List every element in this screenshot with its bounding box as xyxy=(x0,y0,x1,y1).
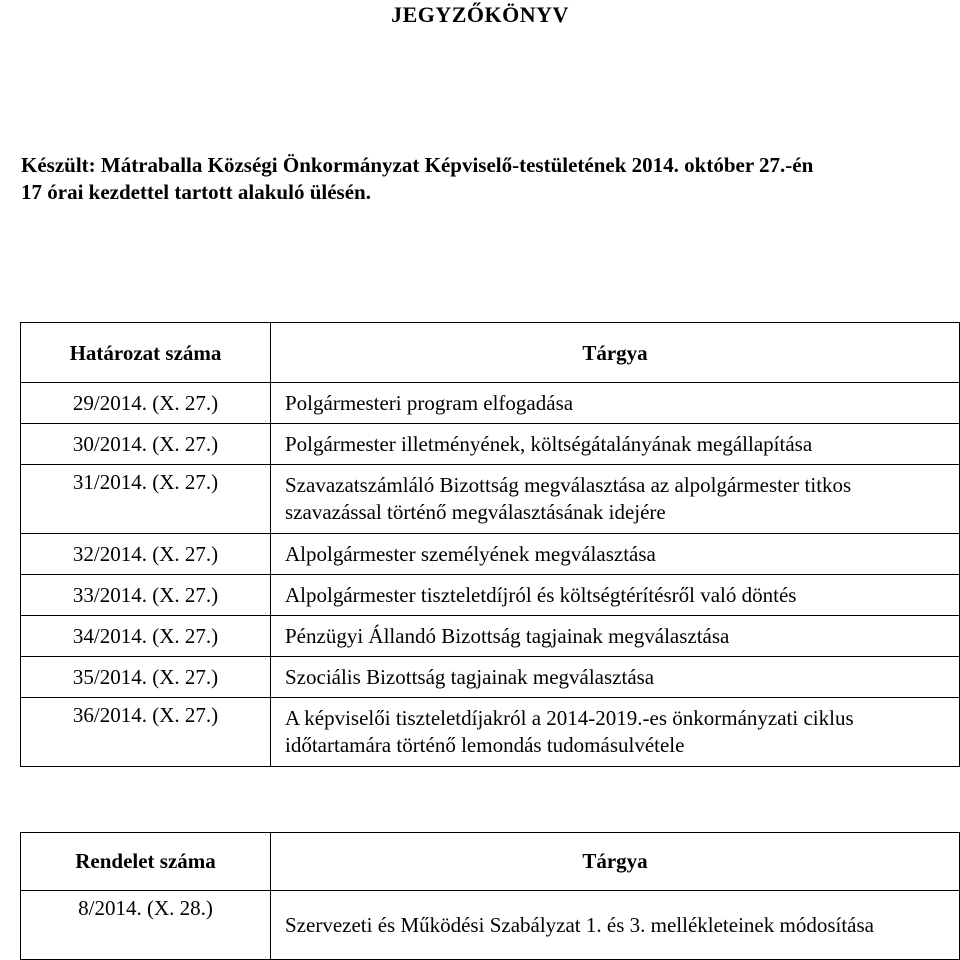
document-intro xyxy=(21,152,951,206)
document-title: JEGYZŐKÖNYV xyxy=(391,2,569,27)
table-row xyxy=(21,575,960,616)
table-row xyxy=(21,383,960,424)
table-row xyxy=(21,616,960,657)
resolution-subject: Polgármester illetményének, költségátalányának megállapítása xyxy=(271,424,960,465)
resolution-number: 34/2014. (X. 27.) xyxy=(21,616,271,657)
resolution-subject: Alpolgármester tiszteletdíjról és költségtérítésről való döntés xyxy=(271,575,960,616)
resolution-subject: Alpolgármester személyének megválasztása xyxy=(271,534,960,575)
table-row xyxy=(21,657,960,698)
resolution-number: 36/2014. (X. 27.) xyxy=(21,698,271,767)
decree-number: 8/2014. (X. 28.) xyxy=(21,891,271,960)
table-row xyxy=(21,534,960,575)
resolution-subject: Szociális Bizottság tagjainak megválasztása xyxy=(271,657,960,698)
resolutions-header-number: Határozat száma xyxy=(21,323,271,383)
table-row xyxy=(21,891,960,960)
decrees-table xyxy=(20,832,960,960)
resolutions-table xyxy=(20,322,960,767)
intro-line-1: Készült: Mátraballa Községi Önkormányzat Képviselő-testületének 2014. október 27.-én xyxy=(21,153,814,177)
resolution-subject: Pénzügyi Állandó Bizottság tagjainak megválasztása xyxy=(271,616,960,657)
resolutions-header-row xyxy=(21,323,960,383)
resolution-number: 31/2014. (X. 27.) xyxy=(21,465,271,534)
resolution-number: 35/2014. (X. 27.) xyxy=(21,657,271,698)
resolutions-header-subject: Tárgya xyxy=(271,323,960,383)
intro-line-2: 17 órai kezdettel tartott alakuló ülésén. xyxy=(21,180,371,204)
resolution-subject: A képviselői tiszteletdíjakról a 2014-2019.-es önkormányzati ciklus időtartamára történő lemondás tudomásulvétele xyxy=(271,698,960,767)
resolution-subject: Polgármesteri program elfogadása xyxy=(271,383,960,424)
decrees-header-number: Rendelet száma xyxy=(21,833,271,891)
table-row xyxy=(21,465,960,534)
resolution-subject: Szavazatszámláló Bizottság megválasztása az alpolgármester titkos szavazással történő megválasztásának idejére xyxy=(271,465,960,534)
resolution-number: 29/2014. (X. 27.) xyxy=(21,383,271,424)
resolution-number: 32/2014. (X. 27.) xyxy=(21,534,271,575)
decree-subject: Szervezeti és Működési Szabályzat 1. és 3. mellékleteinek módosítása xyxy=(271,891,960,960)
decrees-header-subject: Tárgya xyxy=(271,833,960,891)
resolution-number: 30/2014. (X. 27.) xyxy=(21,424,271,465)
table-row xyxy=(21,424,960,465)
resolution-number: 33/2014. (X. 27.) xyxy=(21,575,271,616)
decrees-header-row xyxy=(21,833,960,891)
table-row xyxy=(21,698,960,767)
